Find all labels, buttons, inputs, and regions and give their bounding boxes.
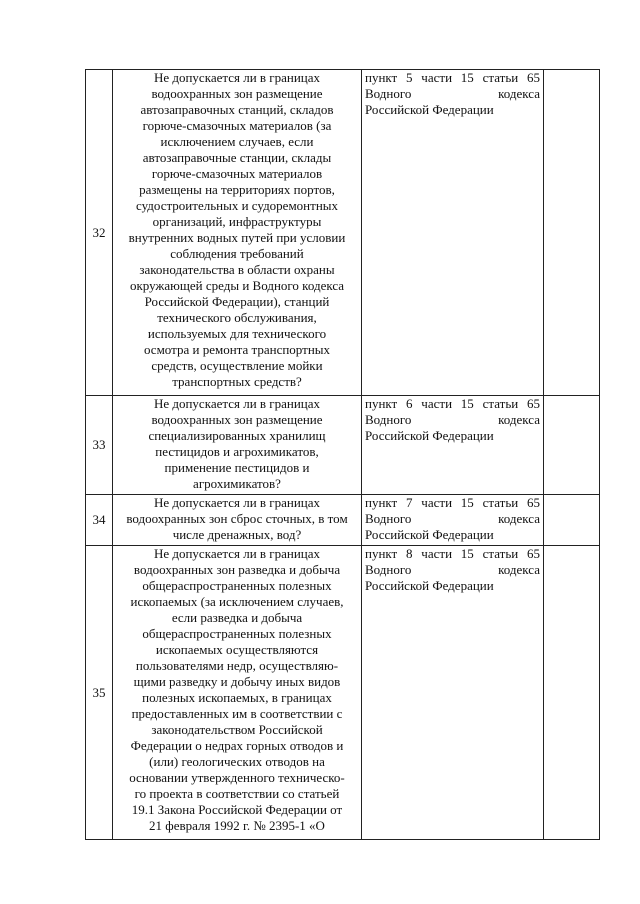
question-line: щими разведку и добычу иных видов (133, 674, 341, 689)
question-line: применение пестицидов и (164, 460, 310, 475)
question-line: основании утвержденного техническо- (129, 770, 345, 785)
empty-cell (544, 396, 600, 495)
legal-reference-cell (362, 70, 544, 396)
legal-reference-line: пункт 7 части 15 статьи 65 (365, 495, 540, 510)
question-line: организаций, инфраструктуры (152, 214, 322, 229)
legal-reference-line: Водного кодекса (365, 412, 540, 427)
legal-reference-cell (362, 396, 544, 495)
question-line: соблюдения требований (170, 246, 304, 261)
question-line: пользователями недр, осуществляю- (135, 658, 339, 673)
row-number: 34 (86, 495, 113, 546)
legal-reference-line: Водного кодекса (365, 562, 540, 577)
question-line: внутренних водных путей при условии (128, 230, 346, 245)
legal-reference-line: пункт 5 части 15 статьи 65 (365, 70, 540, 85)
question-line: общераспространенных полезных (142, 626, 332, 641)
question-line: размещены на территориях портов, (139, 182, 335, 197)
question-line: водоохранных зон размещение (151, 86, 323, 101)
empty-cell (544, 546, 600, 840)
question-line: водоохранных зон размещение (151, 412, 323, 427)
requirements-table (85, 69, 600, 840)
question-line: 19.1 Закона Российской Федерации от (131, 802, 343, 817)
question-line: Не допускается ли в границах (153, 495, 321, 510)
table-row (86, 396, 600, 495)
legal-reference-line: Российской Федерации (365, 527, 494, 542)
row-number: 35 (86, 546, 113, 840)
question-cell (113, 396, 362, 495)
question-line: числе дренажных, вод? (172, 527, 302, 542)
question-line: Не допускается ли в границах (153, 70, 321, 85)
question-line: горюче-смазочных материалов (за (142, 118, 332, 133)
legal-reference-line: Водного кодекса (365, 511, 540, 526)
question-line: Не допускается ли в границах (153, 396, 321, 411)
question-line: средств, осуществление мойки (151, 358, 323, 373)
table-row (86, 70, 600, 396)
legal-reference-line: пункт 6 части 15 статьи 65 (365, 396, 540, 411)
legal-reference-line: Российской Федерации (365, 102, 494, 117)
legal-reference-line: Водного кодекса (365, 86, 540, 101)
question-line: водоохранных зон разведка и добыча (133, 562, 341, 577)
question-line: судостроительных и судоремонтных (135, 198, 339, 213)
question-line: (или) геологических отводов на (149, 754, 325, 769)
question-cell (113, 495, 362, 546)
question-line: агрохимикатов? (193, 476, 281, 491)
question-line: законодательства в области охраны (139, 262, 335, 277)
question-line: ископаемых (за исключением случаев, (130, 594, 344, 609)
table-body (86, 70, 600, 840)
question-line: технического обслуживания, (157, 310, 317, 325)
question-line: окружающей среды и Водного кодекса (129, 278, 345, 293)
table-row (86, 495, 600, 546)
legal-reference-line: пункт 8 части 15 статьи 65 (365, 546, 540, 561)
question-line: пестицидов и агрохимикатов, (155, 444, 319, 459)
row-number: 32 (86, 70, 113, 396)
question-line: общераспространенных полезных (142, 578, 332, 593)
question-line: Не допускается ли в границах (153, 546, 321, 561)
question-cell (113, 546, 362, 840)
question-line: Российской Федерации), станций (144, 294, 330, 309)
question-line: го проекта в соответствии со статьей (134, 786, 340, 801)
legal-reference-line: Российской Федерации (365, 428, 494, 443)
empty-cell (544, 70, 600, 396)
question-line: горюче-смазочных материалов (151, 166, 323, 181)
legal-reference-cell (362, 495, 544, 546)
question-line: осмотра и ремонта транспортных (143, 342, 331, 357)
table-row (86, 546, 600, 840)
question-line: водоохранных зон сброс сточных, в том (126, 511, 348, 526)
row-number: 33 (86, 396, 113, 495)
question-line: предоставленных им в соответствии с (131, 706, 343, 721)
question-cell (113, 70, 362, 396)
question-line: специализированных хранилищ (148, 428, 326, 443)
question-line: ископаемых осуществляются (155, 642, 319, 657)
question-line: транспортных средств? (172, 374, 302, 389)
question-line: законодательством Российской (151, 722, 323, 737)
question-line: автозаправочных станций, складов (140, 102, 334, 117)
question-line: исключением случаев, если (160, 134, 314, 149)
question-line: автозаправочные станции, склады (142, 150, 332, 165)
question-line: используемых для технического (147, 326, 327, 341)
question-line: Федерации о недрах горных отводов и (130, 738, 344, 753)
legal-reference-cell (362, 546, 544, 840)
question-line: 21 февраля 1992 г. № 2395-1 «О (149, 818, 325, 833)
question-line: если разведка и добыча (171, 610, 303, 625)
question-line: полезных ископаемых, в границах (142, 690, 332, 705)
empty-cell (544, 495, 600, 546)
legal-reference-line: Российской Федерации (365, 578, 494, 593)
